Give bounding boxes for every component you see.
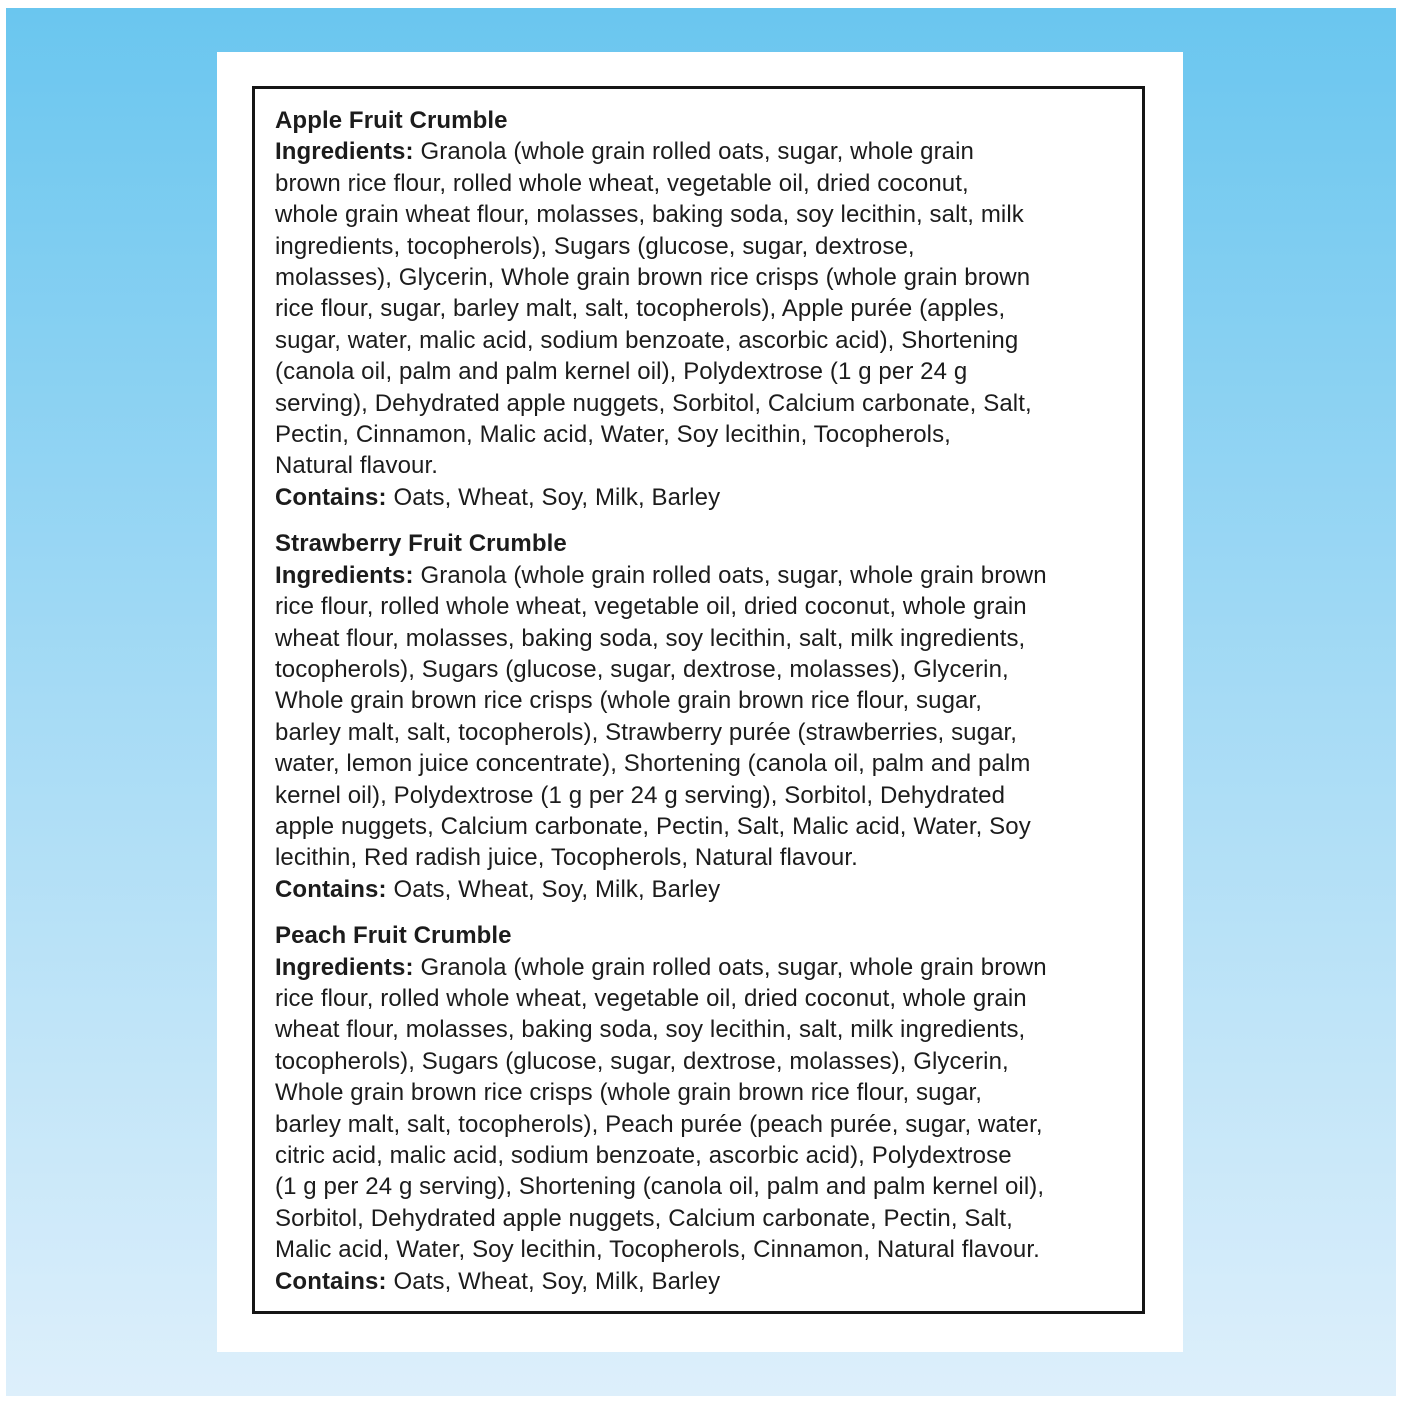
ingredients-line xyxy=(275,1046,1138,1077)
contains-line-text: Oats, Wheat, Soy, Milk, Barley xyxy=(393,875,721,903)
ingredients-line xyxy=(275,356,1138,387)
ingredients-line-text: whole grain wheat flour, molasses, baking soda, soy lecithin, salt, milk xyxy=(275,201,1024,229)
ingredients-line-text: Malic acid, Water, Soy lecithin, Tocopherols, Cinnamon, Natural flavour. xyxy=(275,1236,1040,1264)
section-strawberry-fruit-crumble xyxy=(275,528,1138,905)
ingredients-line-label: Ingredients: xyxy=(275,561,414,589)
ingredients-line-text: brown rice flour, rolled whole wheat, vegetable oil, dried coconut, xyxy=(275,169,969,197)
ingredients-line-text: Whole grain brown rice crisps (whole grain brown rice flour, sugar, xyxy=(275,1079,983,1107)
ingredients-line xyxy=(275,450,1138,481)
ingredients-line-text: kernel oil), Polydextrose (1 g per 24 g serving), Sorbitol, Dehydrated xyxy=(275,781,1006,809)
ingredients-line xyxy=(275,560,1138,591)
ingredients-line-text: Whole grain brown rice crisps (whole grain brown rice flour, sugar, xyxy=(275,687,983,715)
ingredients-line-text: ingredients, tocopherols), Sugars (glucose, sugar, dextrose, xyxy=(275,232,915,260)
ingredients-line xyxy=(275,623,1138,654)
ingredients-line-text: barley malt, salt, tocopherols), Strawberry purée (strawberries, sugar, xyxy=(275,718,1018,746)
ingredients-line xyxy=(275,231,1138,262)
contains-line-text: Oats, Wheat, Soy, Milk, Barley xyxy=(393,1267,721,1295)
ingredients-line-text: Granola (whole grain rolled oats, sugar, whole grain brown xyxy=(420,953,1047,981)
section-apple-fruit-crumble xyxy=(275,105,1138,513)
contains-line-label: Contains: xyxy=(275,483,387,511)
ingredients-line-text: Natural flavour. xyxy=(275,452,439,480)
ingredients-line xyxy=(275,780,1138,811)
ingredients-line xyxy=(275,388,1138,419)
ingredients-line-text: citric acid, malic acid, sodium benzoate, ascorbic acid), Polydextrose xyxy=(275,1142,1012,1169)
contains-line xyxy=(275,874,1138,905)
ingredients-line-text: (1 g per 24 g serving), Shortening (canola oil, palm and palm kernel oil), xyxy=(275,1173,1045,1201)
sections-container xyxy=(255,89,1142,1297)
ingredients-line-text: apple nuggets, Calcium carbonate, Pectin, Salt, Malic acid, Water, Soy xyxy=(275,812,1031,840)
section-title xyxy=(275,528,1138,559)
ingredients-line-text: wheat flour, molasses, baking soda, soy lecithin, salt, milk ingredients, xyxy=(275,624,1026,652)
ingredients-line-text: serving), Dehydrated apple nuggets, Sorbitol, Calcium carbonate, Salt, xyxy=(275,389,1032,417)
ingredients-line xyxy=(275,842,1138,873)
ingredients-line xyxy=(275,983,1138,1014)
ingredients-line xyxy=(275,591,1138,622)
ingredients-line-text: Granola (whole grain rolled oats, sugar, whole grain xyxy=(420,138,975,166)
ingredients-line xyxy=(275,293,1138,324)
ingredients-line xyxy=(275,262,1138,293)
ingredients-line-text: Sorbitol, Dehydrated apple nuggets, Calcium carbonate, Pectin, Salt, xyxy=(275,1204,1013,1232)
ingredients-line-text: rice flour, sugar, barley malt, salt, tocopherols), Apple purée (apples, xyxy=(275,295,1006,323)
ingredients-line-text: Granola (whole grain rolled oats, sugar, whole grain brown xyxy=(420,561,1047,589)
ingredients-line xyxy=(275,168,1138,199)
section-title-label: Peach Fruit Crumble xyxy=(275,922,512,950)
ingredients-line xyxy=(275,1109,1138,1140)
contains-line xyxy=(275,482,1138,513)
ingredients-line-text: sugar, water, malic acid, sodium benzoate, ascorbic acid), Shortening xyxy=(275,326,1019,354)
contains-line-label: Contains: xyxy=(275,875,387,903)
section-peach-fruit-crumble xyxy=(275,920,1138,1297)
ingredients-line xyxy=(275,717,1138,748)
ingredients-line xyxy=(275,1171,1138,1202)
contains-line xyxy=(275,1266,1138,1297)
section-title xyxy=(275,920,1138,951)
ingredients-line xyxy=(275,1234,1138,1265)
contains-line-text: Oats, Wheat, Soy, Milk, Barley xyxy=(393,483,721,511)
ingredients-box xyxy=(252,86,1145,1314)
ingredients-line-label: Ingredients: xyxy=(275,138,414,166)
ingredients-line-text: tocopherols), Sugars (glucose, sugar, dextrose, molasses), Glycerin, xyxy=(275,1047,1009,1075)
ingredients-line-label: Ingredients: xyxy=(275,953,414,981)
label-card xyxy=(217,52,1183,1352)
ingredients-line xyxy=(275,1140,1138,1171)
ingredients-line xyxy=(275,199,1138,230)
ingredients-line-text: barley malt, salt, tocopherols), Peach purée (peach purée, sugar, water, xyxy=(275,1110,1043,1138)
ingredients-line-text: (canola oil, palm and palm kernel oil), Polydextrose (1 g per 24 g xyxy=(275,358,968,386)
ingredients-line-text: rice flour, rolled whole wheat, vegetable oil, dried coconut, whole grain xyxy=(275,984,1027,1012)
contains-line-label: Contains: xyxy=(275,1267,387,1295)
ingredients-line xyxy=(275,685,1138,716)
ingredients-line xyxy=(275,136,1138,167)
section-title xyxy=(275,105,1138,136)
section-title-label: Apple Fruit Crumble xyxy=(275,107,508,134)
ingredients-line xyxy=(275,1203,1138,1234)
ingredients-line xyxy=(275,748,1138,779)
ingredients-line xyxy=(275,1014,1138,1045)
ingredients-line xyxy=(275,654,1138,685)
ingredients-line-text: water, lemon juice concentrate), Shortening (canola oil, palm and palm xyxy=(275,750,1031,778)
ingredients-line xyxy=(275,952,1138,983)
ingredients-line-text: molasses), Glycerin, Whole grain brown rice crisps (whole grain brown xyxy=(275,264,1031,292)
ingredients-line-text: Pectin, Cinnamon, Malic acid, Water, Soy lecithin, Tocopherols, xyxy=(275,421,951,449)
ingredients-line xyxy=(275,1077,1138,1108)
ingredients-line-text: wheat flour, molasses, baking soda, soy lecithin, salt, milk ingredients, xyxy=(275,1016,1026,1044)
ingredients-line xyxy=(275,419,1138,450)
section-title-label: Strawberry Fruit Crumble xyxy=(275,530,567,558)
ingredients-line xyxy=(275,811,1138,842)
ingredients-line xyxy=(275,325,1138,356)
ingredients-line-text: rice flour, rolled whole wheat, vegetable oil, dried coconut, whole grain xyxy=(275,593,1027,621)
ingredients-line-text: lecithin, Red radish juice, Tocopherols, Natural flavour. xyxy=(275,844,858,872)
ingredients-line-text: tocopherols), Sugars (glucose, sugar, dextrose, molasses), Glycerin, xyxy=(275,655,1009,683)
